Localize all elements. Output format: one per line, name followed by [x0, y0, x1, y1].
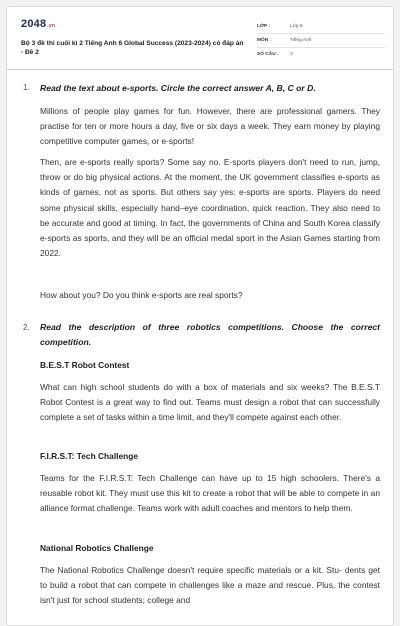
meta-value: Tiếng Anh — [290, 38, 312, 43]
meta-value: Lớp 6 — [290, 24, 303, 29]
question-number: 1. — [23, 83, 30, 92]
page-header — [7, 7, 393, 70]
exam-page — [6, 6, 394, 626]
meta-label: LỚP : — [257, 24, 271, 29]
section-text: The National Robotics Challenge doesn't require specific materials or a kit. Stu- dents get to build a robot that can compete in challenges like a maze and rescue. Plus, the contest isn't just for school students; college and — [40, 565, 380, 606]
section-heading: F.I.R.S.T: Tech Challenge — [40, 451, 139, 461]
document-title: Bộ 3 đề thi cuối kì 2 Tiếng Anh 6 Global Success (2023-2024) có đáp án - Đề 2 — [21, 40, 244, 56]
section-text: Teams for the F.I.R.S.T: Tech Challenge can have up to 15 high schoolers. There's a reusable robot kit. They must use this kit to create a robot that will be able to compete in an alliance format challenge. Teams work with adult coaches and mentors to help them. — [40, 473, 380, 514]
passage-paragraph: Millions of people play games for fun. However, there are professional gamers. They practise for ten or more hours a day, five or six days a week. They earn money by playing competitive computer games, or e-sports! — [40, 106, 380, 147]
question-instruction: Read the text about e-sports. Circle the correct answer A, B, C or D. — [40, 83, 316, 93]
meta-row-class — [257, 20, 385, 34]
question-instruction: Read the description of three robotics competitions. Choose the correct competition. — [40, 322, 380, 347]
section-text: What can high school students do with a box of materials and six weeks? The B.E.S.T Robot Contest is a great way to find out. Teams must design a robot that can successfully complete a set of tasks within a time limit, and they'll compete against each other. — [40, 382, 380, 423]
passage-paragraph: How about you? Do you think e-sports are real sports? — [40, 290, 243, 300]
meta-label: SỐ CÂU : — [257, 52, 279, 57]
question-number: 2. — [23, 323, 30, 332]
meta-label: MÔN : — [257, 38, 272, 43]
site-logo[interactable] — [21, 18, 55, 30]
meta-row-subject — [257, 34, 385, 48]
meta-row-count — [257, 48, 385, 61]
logo-suffix: .vn — [47, 23, 56, 29]
section-heading: B.E.S.T Robot Contest — [40, 360, 130, 370]
logo-main: 2048 — [21, 18, 47, 30]
section-heading: National Robotics Challenge — [40, 543, 154, 553]
exam-meta-table — [257, 20, 385, 61]
meta-value: 3 — [290, 52, 293, 57]
passage-paragraph: Then, are e-sports really sports? Some say no. E-sports players don't need to run, jump, throw or do big physical actions. At the moment, the UK government classifies e-sports as kinds of games, not as sports. But others say yes: e-sports are sports. Players do need some physical skills, especially hand–eye coordination, quick reaction. They also need to be accurate and good at timing. In fact, the governments of China and South Korea classify e-sports as sports, and they will be an official medal sport in the Asian Games starting from 2022. — [40, 157, 380, 259]
